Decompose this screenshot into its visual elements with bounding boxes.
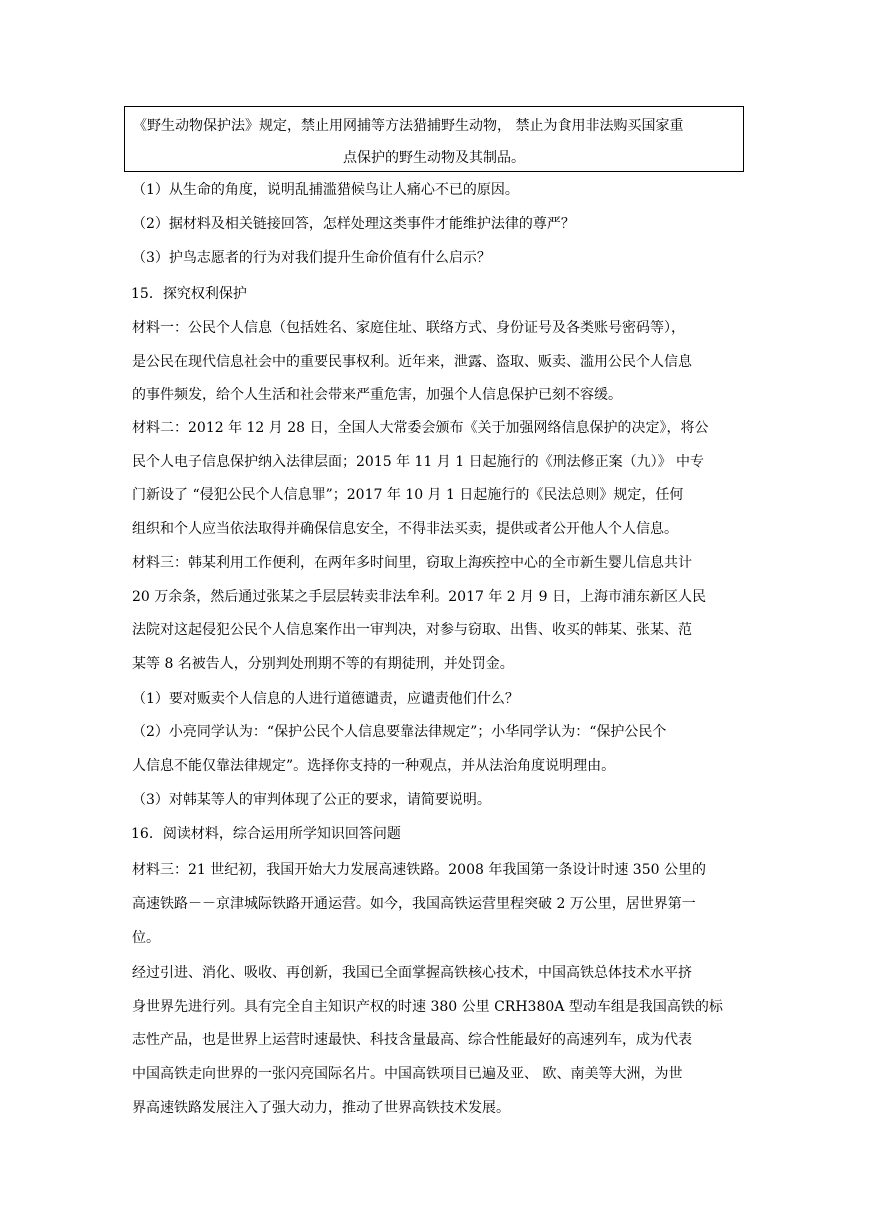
question-line: （3）护鸟志愿者的行为对我们提升生命价值有什么启示？ [132, 250, 491, 266]
material-line: 是公民在现代信息社会中的重要民事权利。近年来，泄露、盗取、贩卖、滥用公民个人信息 [132, 354, 692, 370]
question-line: （2）据材料及相关链接回答，怎样处理这类事件才能维护法律的尊严？ [132, 216, 575, 232]
question-line: （1）从生命的角度，说明乱捕滥猎候鸟让人痛心不已的原因。 [132, 182, 519, 198]
question-line: （3）对韩某等人的审判体现了公正的要求，请简要说明。 [132, 792, 491, 808]
material-line: 材料三：韩某利用工作便利，在两年多时间里，窃取上海疾控中心的全市新生婴儿信息共计 [132, 555, 692, 571]
material-line: 材料二：2012 年 12 月 28 日，全国人大常委会颁布《关于加强网络信息保护的决定》，将公 [132, 420, 709, 436]
section-heading-15: 15．探究权利保护 [131, 286, 247, 302]
material-line: 20 万余条，然后通过张某之手层层转卖非法牟利。2017 年 2 月 9 日，上海市浦东新区人民 [132, 589, 706, 605]
material-line: 材料一：公民个人信息（包括姓名、家庭住址、联络方式、身份证号及各类账号密码等）， [132, 320, 685, 336]
material-line: 志性产品，也是世界上运营时速最快、科技含量最高、综合性能最好的高速列车，成为代表 [132, 1032, 692, 1048]
material-line: 界高速铁路发展注入了强大动力，推动了世界高铁技术发展。 [132, 1100, 510, 1116]
material-line: 某等 8 名被告人，分别判处刑期不等的有期徒刑，并处罚金。 [132, 656, 514, 672]
question-line: 人信息不能仅靠法律规定”。选择你支持的一种观点，并从法治角度说明理由。 [132, 758, 616, 774]
question-line: （1）要对贩卖个人信息的人进行道德谴责，应谴责他们什么？ [132, 691, 519, 707]
material-line: 门新设了 “侵犯公民个人信息罪”；2017 年 10 月 1 日起施行的《民法总则》规定，任何 [132, 487, 684, 503]
question-line: （2）小亮同学认为：“保护公民个人信息要靠法律规定”；小华同学认为：“保护公民个 [132, 724, 667, 740]
box-line: 《野生动物保护法》规定，禁止用网捕等方法猎捕野生动物， 禁止为食用非法购买国家重 [133, 118, 684, 134]
section-heading-16: 16．阅读材料，综合运用所学知识回答问题 [131, 826, 401, 842]
box-line: 点保护的野生动物及其制品。 [343, 150, 525, 166]
material-line: 身世界先进行列。具有完全自主知识产权的时速 380 公里 CRH380A 型动车组是我国高铁的标 [132, 999, 723, 1015]
material-line: 法院对这起侵犯公民个人信息案作出一审判决，对参与窃取、出售、收买的韩某、张某、范 [132, 622, 692, 638]
material-line: 位。 [132, 930, 160, 946]
related-link-box [124, 106, 744, 172]
material-line: 经过引进、消化、吸收、再创新，我国已全面掌握高铁核心技术，中国高铁总体技术水平挤 [132, 965, 692, 981]
material-line: 材料三：21 世纪初，我国开始大力发展高速铁路。2008 年我国第一条设计时速 350 公里的 [132, 862, 706, 878]
material-line: 民个人电子信息保护纳入法律层面；2015 年 11 月 1 日起施行的《刑法修正案（九）》 中专 [132, 454, 705, 470]
material-line: 高速铁路－－京津城际铁路开通运营。如今，我国高铁运营里程突破 2 万公里，居世界第一 [132, 896, 696, 912]
material-line: 中国高铁走向世界的一张闪亮国际名片。中国高铁项目已遍及亚、 欧、南美等大洲，为世 [132, 1066, 683, 1082]
material-line: 的事件频发，给个人生活和社会带来严重危害，加强个人信息保护已刻不容缓。 [132, 387, 622, 403]
material-line: 组织和个人应当依法取得并确保信息安全，不得非法买卖，提供或者公开他人个人信息。 [132, 521, 678, 537]
